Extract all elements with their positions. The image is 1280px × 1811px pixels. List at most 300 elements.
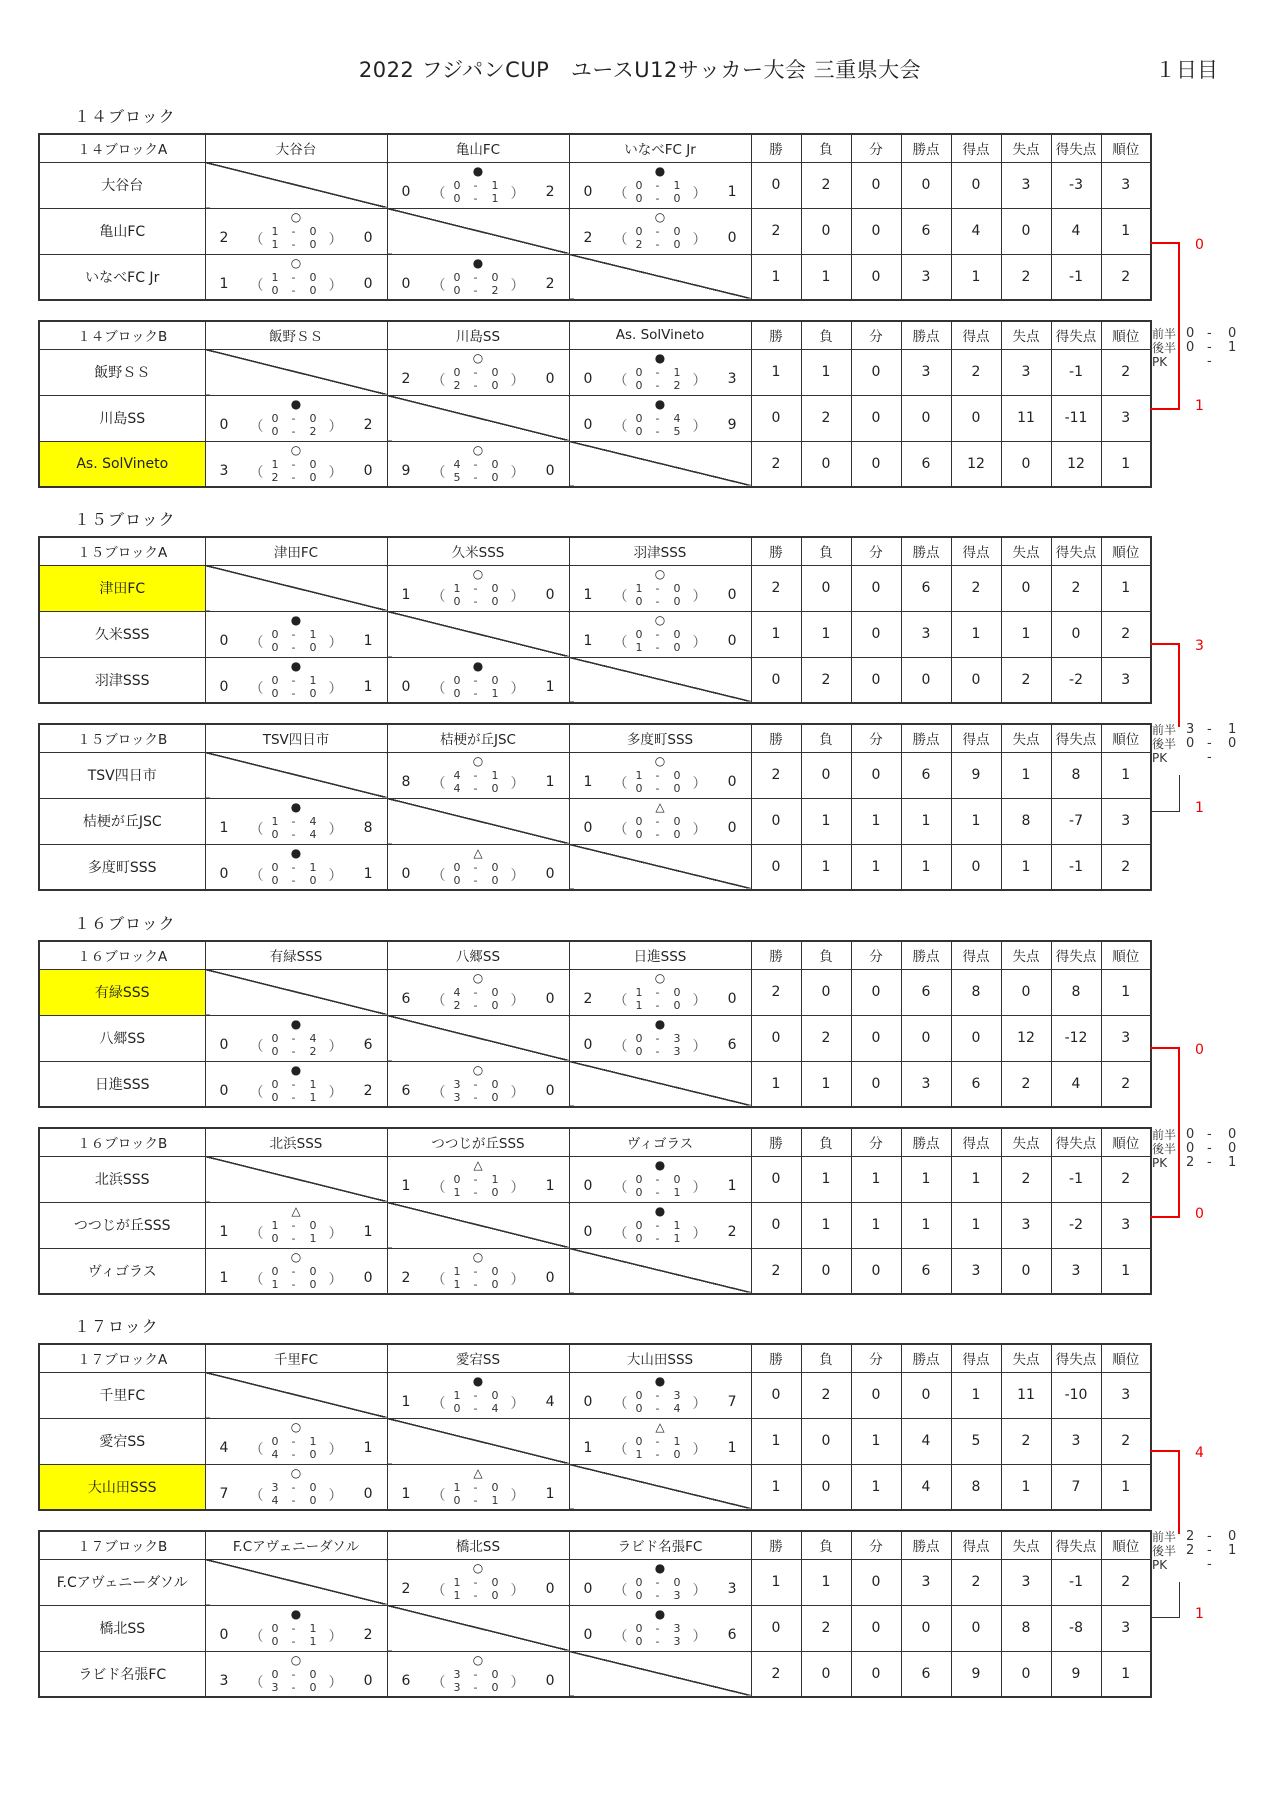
half-dash: -	[291, 827, 296, 841]
paren-open: （	[613, 1225, 628, 1242]
half-score: 1	[491, 686, 499, 700]
stat-value: 0	[751, 1202, 801, 1248]
row-team-name: 日進SSS	[39, 1061, 205, 1107]
result-mark: ○	[472, 442, 484, 457]
match-content	[388, 255, 569, 300]
stat-value: 2	[751, 752, 801, 798]
score-left: 0	[219, 416, 229, 433]
stat-value: 2	[751, 1651, 801, 1697]
half-score: 0	[673, 985, 681, 999]
half-score: 2	[453, 998, 461, 1012]
result-mark: ●	[290, 1062, 302, 1077]
half-dash: -	[655, 1434, 660, 1448]
match-cell	[387, 162, 569, 208]
half-score: 1	[271, 457, 279, 471]
stat-header: 分	[851, 941, 901, 969]
stat-value: -2	[1051, 1202, 1101, 1248]
stat-header: 勝	[751, 724, 801, 752]
stat-header: 負	[801, 1531, 851, 1559]
half-dash: -	[655, 1231, 660, 1245]
row-team-name: 八郷SS	[39, 1015, 205, 1061]
stat-value: 6	[951, 1061, 1001, 1107]
stat-value: -1	[1051, 1559, 1101, 1605]
half-score: 0	[491, 1185, 499, 1199]
stat-header: 勝	[751, 134, 801, 162]
result-mark: ●	[654, 1157, 666, 1172]
result-mark: ○	[290, 1419, 302, 1434]
pair-label: 前半	[1152, 327, 1177, 341]
score-right: 6	[363, 1036, 373, 1053]
score-left: 4	[219, 1439, 229, 1456]
half-score: 0	[453, 686, 461, 700]
half-score: 0	[309, 1493, 317, 1507]
half-score: 0	[309, 283, 317, 297]
half-dash: -	[473, 1264, 478, 1278]
paren-close: ）	[692, 418, 707, 435]
row-team-name: 桔梗が丘JSC	[39, 798, 205, 844]
match-content	[206, 658, 387, 703]
paren-close: ）	[692, 185, 707, 202]
stat-value: 1	[1001, 611, 1051, 657]
half-dash: -	[473, 1077, 478, 1091]
match-cell	[205, 844, 387, 890]
diagonal-cell	[205, 565, 387, 611]
stat-value: 0	[751, 1156, 801, 1202]
paren-close: ）	[692, 1628, 707, 1645]
half-score: 3	[453, 1090, 461, 1104]
standings-table	[38, 133, 1152, 301]
score-right: 1	[363, 1223, 373, 1240]
row-team-name: 多度町SSS	[39, 844, 205, 890]
stat-value: 1	[851, 1156, 901, 1202]
half-score: 1	[491, 191, 499, 205]
half-score: 1	[635, 581, 643, 595]
column-team-header: つつじが丘SSS	[387, 1128, 569, 1156]
stat-value: 2	[801, 1605, 851, 1651]
result-mark: ●	[472, 255, 484, 270]
paren-close: ）	[328, 1441, 343, 1458]
half-score: 0	[491, 470, 499, 484]
stat-value: 1	[801, 844, 851, 890]
paren-open: （	[431, 277, 446, 294]
score-left: 1	[583, 586, 593, 603]
half-score: 3	[271, 1680, 279, 1694]
half-score: 1	[453, 1575, 461, 1589]
half-score: 0	[635, 224, 643, 238]
match-content	[570, 1373, 751, 1418]
stat-value: 2	[1101, 349, 1151, 395]
stat-header: 順位	[1101, 134, 1151, 162]
pair-score: 1	[1228, 1155, 1237, 1170]
section-title: １７ロック	[74, 1317, 159, 1336]
team-row	[39, 254, 1151, 300]
half-dash: -	[473, 594, 478, 608]
stat-value: 2	[801, 1372, 851, 1418]
result-mark: ○	[654, 566, 666, 581]
standings-table	[38, 1343, 1152, 1511]
half-score: 0	[673, 627, 681, 641]
match-content	[206, 1419, 387, 1464]
score-left: 3	[219, 1672, 229, 1689]
stat-value: 0	[951, 1015, 1001, 1061]
stat-value: 3	[1101, 395, 1151, 441]
stat-value: 0	[851, 1061, 901, 1107]
stat-header: 負	[801, 1344, 851, 1372]
stat-value: 0	[1001, 969, 1051, 1015]
score-left: 0	[219, 632, 229, 649]
half-score: 0	[309, 640, 317, 654]
half-score: 0	[673, 237, 681, 251]
match-content	[570, 1560, 751, 1605]
diagonal-cell	[387, 1202, 569, 1248]
column-team-header: 北浜SSS	[205, 1128, 387, 1156]
stat-header: 順位	[1101, 1531, 1151, 1559]
stat-value: 0	[851, 208, 901, 254]
final-score-top: 3	[1195, 638, 1204, 654]
half-score: 1	[491, 1493, 499, 1507]
half-score: 3	[673, 1588, 681, 1602]
half-dash: -	[291, 640, 296, 654]
half-score: 1	[453, 1388, 461, 1402]
stat-header: 勝	[751, 1531, 801, 1559]
stat-value: 1	[801, 1202, 851, 1248]
score-right: 3	[727, 370, 737, 387]
stat-value: 3	[1101, 1202, 1151, 1248]
stat-value: 1	[1101, 441, 1151, 487]
stat-value: 1	[851, 798, 901, 844]
stat-value: 3	[1101, 657, 1151, 703]
half-score: 0	[635, 627, 643, 641]
stat-value: 2	[1101, 844, 1151, 890]
half-dash: -	[291, 424, 296, 438]
stat-value: 0	[951, 657, 1001, 703]
paren-close: ）	[692, 821, 707, 838]
bracket-line	[1150, 1582, 1180, 1618]
half-dash: -	[655, 1401, 660, 1415]
half-score: 0	[309, 224, 317, 238]
stat-value: 0	[751, 657, 801, 703]
paren-open: （	[249, 867, 264, 884]
match-content	[388, 1373, 569, 1418]
paren-open: （	[249, 1674, 264, 1691]
half-score: 0	[491, 1388, 499, 1402]
match-cell	[569, 1156, 751, 1202]
stat-header: 勝	[751, 941, 801, 969]
half-score: 0	[491, 1575, 499, 1589]
stat-value: 0	[851, 565, 901, 611]
half-score: 4	[309, 1031, 317, 1045]
team-row	[39, 969, 1151, 1015]
paren-close: ）	[692, 775, 707, 792]
stat-value: 3	[901, 254, 951, 300]
stat-value: -3	[1051, 162, 1101, 208]
half-score: 0	[635, 1388, 643, 1402]
stat-value: 0	[851, 162, 901, 208]
paren-open: （	[249, 1441, 264, 1458]
match-cell	[387, 969, 569, 1015]
stat-header: 失点	[1001, 1128, 1051, 1156]
pair-score: 3	[1186, 722, 1195, 737]
final-score-bottom: 1	[1195, 398, 1204, 414]
half-score: 0	[309, 457, 317, 471]
half-score: 0	[635, 594, 643, 608]
paren-open: （	[249, 418, 264, 435]
score-right: 2	[545, 183, 555, 200]
match-cell	[569, 752, 751, 798]
half-dash: -	[655, 1044, 660, 1058]
match-cell	[387, 254, 569, 300]
half-dash: -	[291, 627, 296, 641]
half-score: 0	[309, 237, 317, 251]
standings-table	[38, 940, 1152, 1108]
match-cell	[387, 1248, 569, 1294]
score-left: 1	[583, 773, 593, 790]
result-mark: ○	[472, 1249, 484, 1264]
stat-value: 0	[801, 752, 851, 798]
stat-header: 得点	[951, 537, 1001, 565]
stat-value: 1	[951, 611, 1001, 657]
half-score: 0	[635, 1172, 643, 1186]
half-score: 2	[309, 1044, 317, 1058]
stat-header: 失点	[1001, 1531, 1051, 1559]
stat-header: 順位	[1101, 724, 1151, 752]
score-left: 1	[583, 632, 593, 649]
result-mark: ●	[290, 1016, 302, 1031]
stat-header: 勝点	[901, 134, 951, 162]
stat-value: 1	[801, 798, 851, 844]
half-score: 0	[635, 1185, 643, 1199]
result-mark: ●	[654, 1560, 666, 1575]
team-row	[39, 611, 1151, 657]
stat-header: 得点	[951, 1344, 1001, 1372]
paren-open: （	[613, 1395, 628, 1412]
score-left: 0	[219, 1626, 229, 1643]
stat-value: 12	[1051, 441, 1101, 487]
half-dash: -	[655, 1634, 660, 1648]
diagonal-cell	[569, 657, 751, 703]
half-score: 1	[635, 998, 643, 1012]
half-score: 1	[635, 1447, 643, 1461]
pair-score: 0	[1228, 326, 1237, 341]
pair-score: -	[1207, 722, 1212, 737]
result-mark: ○	[654, 753, 666, 768]
stat-value: 0	[1051, 611, 1101, 657]
team-row	[39, 349, 1151, 395]
half-score: 0	[673, 827, 681, 841]
team-row	[39, 441, 1151, 487]
stat-value: 2	[1051, 565, 1101, 611]
paren-open: （	[613, 231, 628, 248]
paren-close: ）	[692, 634, 707, 651]
stat-value: 2	[1101, 1061, 1151, 1107]
stat-value: 0	[851, 349, 901, 395]
stat-header: 得失点	[1051, 321, 1101, 349]
paren-open: （	[431, 464, 446, 481]
score-left: 1	[401, 586, 411, 603]
stat-header: 得失点	[1051, 537, 1101, 565]
diagonal-cell	[205, 1156, 387, 1202]
half-score: 1	[673, 178, 681, 192]
stat-value: 2	[951, 349, 1001, 395]
paren-close: ）	[510, 1582, 525, 1599]
stat-header: 勝点	[901, 1531, 951, 1559]
half-score: 0	[491, 270, 499, 284]
pair-score: 0	[1186, 1127, 1195, 1142]
half-dash: -	[473, 457, 478, 471]
half-dash: -	[473, 686, 478, 700]
stat-header: 勝	[751, 321, 801, 349]
half-score: 2	[309, 424, 317, 438]
match-cell	[569, 1605, 751, 1651]
team-row	[39, 752, 1151, 798]
stat-header: 分	[851, 537, 901, 565]
stat-value: 1	[801, 349, 851, 395]
pair-label: PK	[1152, 751, 1168, 765]
diagonal-cell	[205, 1559, 387, 1605]
paren-open: （	[613, 775, 628, 792]
half-dash: -	[291, 1680, 296, 1694]
stat-value: 3	[901, 349, 951, 395]
final-score-bottom: 1	[1195, 1606, 1204, 1622]
stat-value: 0	[801, 1418, 851, 1464]
score-left: 0	[583, 1223, 593, 1240]
half-score: 1	[635, 640, 643, 654]
stat-value: 1	[1001, 844, 1051, 890]
half-dash: -	[473, 365, 478, 379]
team-row	[39, 844, 1151, 890]
half-score: 1	[491, 768, 499, 782]
stat-value: 0	[801, 565, 851, 611]
match-cell	[387, 565, 569, 611]
team-row	[39, 1372, 1151, 1418]
paren-close: ）	[510, 1395, 525, 1412]
paren-close: ）	[328, 277, 343, 294]
stat-header: 得点	[951, 1531, 1001, 1559]
paren-close: ）	[692, 1395, 707, 1412]
half-dash: -	[473, 768, 478, 782]
half-score: 1	[453, 1480, 461, 1494]
half-score: 0	[309, 270, 317, 284]
half-dash: -	[473, 985, 478, 999]
stat-value: 0	[751, 395, 801, 441]
match-cell	[205, 208, 387, 254]
stat-value: 1	[901, 1156, 951, 1202]
stat-value: -1	[1051, 1156, 1101, 1202]
match-cell	[387, 657, 569, 703]
paren-close: ）	[510, 775, 525, 792]
score-right: 1	[363, 1439, 373, 1456]
stat-value: 1	[1101, 969, 1151, 1015]
column-team-header: 多度町SSS	[569, 724, 751, 752]
stat-value: 1	[751, 1061, 801, 1107]
stat-value: 1	[1101, 752, 1151, 798]
score-left: 0	[219, 678, 229, 695]
stat-value: 1	[751, 1559, 801, 1605]
stat-value: 1	[951, 1156, 1001, 1202]
result-mark: ●	[654, 1373, 666, 1388]
stat-value: 1	[751, 254, 801, 300]
score-right: 6	[727, 1036, 737, 1053]
score-right: 0	[727, 229, 737, 246]
match-cell	[387, 441, 569, 487]
stat-value: -11	[1051, 395, 1101, 441]
half-score: 0	[673, 1172, 681, 1186]
stat-header: 勝点	[901, 941, 951, 969]
row-team-name: 大山田SSS	[39, 1464, 205, 1510]
stat-header: 勝	[751, 1128, 801, 1156]
match-cell	[569, 1202, 751, 1248]
half-score: 1	[309, 1434, 317, 1448]
diagonal-cell	[387, 208, 569, 254]
paren-open: （	[431, 1395, 446, 1412]
match-content	[570, 1606, 751, 1651]
match-cell	[205, 1605, 387, 1651]
team-row	[39, 1248, 1151, 1294]
stat-value: 8	[1001, 1605, 1051, 1651]
diagonal-cell	[569, 1248, 751, 1294]
stat-value: 2	[1001, 1156, 1051, 1202]
column-team-header: 川島SS	[387, 321, 569, 349]
stat-header: 得失点	[1051, 134, 1101, 162]
half-score: 0	[453, 1401, 461, 1415]
match-content	[388, 753, 569, 798]
stat-value: 2	[751, 565, 801, 611]
paren-open: （	[613, 821, 628, 838]
score-left: 0	[583, 370, 593, 387]
half-score: 0	[491, 1680, 499, 1694]
half-score: 0	[491, 1588, 499, 1602]
match-cell	[569, 1015, 751, 1061]
pair-label: PK	[1152, 1558, 1168, 1572]
paren-open: （	[431, 185, 446, 202]
column-team-header: 千里FC	[205, 1344, 387, 1372]
stat-header: 勝	[751, 1344, 801, 1372]
paren-close: ）	[328, 1674, 343, 1691]
match-cell	[387, 1372, 569, 1418]
column-team-header: 日進SSS	[569, 941, 751, 969]
stat-value: -8	[1051, 1605, 1101, 1651]
diagonal-cell	[387, 1015, 569, 1061]
match-content	[206, 799, 387, 844]
half-score: 0	[309, 1480, 317, 1494]
half-dash: -	[655, 1621, 660, 1635]
half-score: 1	[673, 1231, 681, 1245]
pair-score: 0	[1186, 1141, 1195, 1156]
stat-value: 0	[801, 969, 851, 1015]
half-score: 0	[635, 178, 643, 192]
score-right: 1	[363, 678, 373, 695]
paren-open: （	[613, 1441, 628, 1458]
stat-value: 1	[951, 1372, 1001, 1418]
row-team-name: 大谷台	[39, 162, 205, 208]
result-mark: ●	[654, 350, 666, 365]
paren-close: ）	[510, 1179, 525, 1196]
score-left: 0	[583, 1177, 593, 1194]
half-score: 0	[271, 1044, 279, 1058]
half-score: 5	[673, 424, 681, 438]
score-right: 7	[727, 1393, 737, 1410]
half-score: 4	[673, 411, 681, 425]
half-score: 1	[453, 1588, 461, 1602]
half-score: 0	[309, 686, 317, 700]
pair-score: -	[1207, 1141, 1212, 1156]
half-dash: -	[291, 270, 296, 284]
final-score-top: 0	[1195, 237, 1204, 253]
team-row	[39, 1015, 1151, 1061]
match-content	[388, 1157, 569, 1202]
half-score: 0	[491, 673, 499, 687]
stat-value: 12	[951, 441, 1001, 487]
